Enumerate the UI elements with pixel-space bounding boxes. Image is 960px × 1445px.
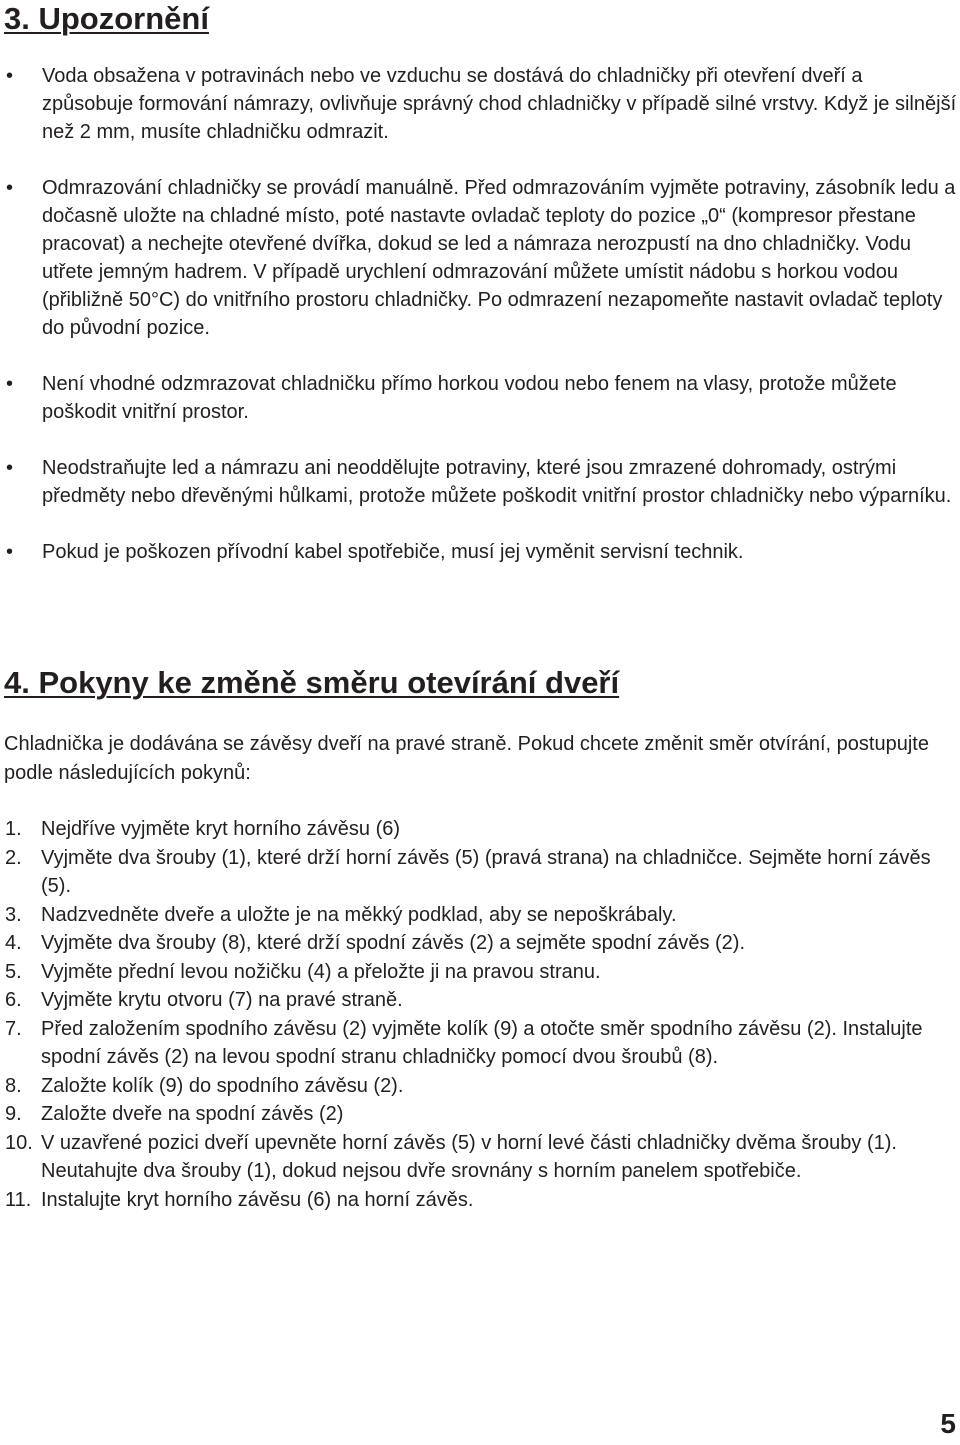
steps-list	[0, 815, 958, 1214]
step-item	[0, 986, 958, 1015]
step-number: 5.	[5, 960, 22, 983]
bullet-icon: •	[6, 457, 14, 479]
step-item	[0, 1072, 958, 1101]
bullet-icon: •	[6, 373, 14, 395]
step-number: 7.	[5, 1017, 22, 1040]
section-4-intro: Chladnička je dodávána se závěsy dveří na pravé straně. Pokud chcete změnit směr otvírání, postupujte podle následujících pokynů:	[4, 733, 929, 784]
bullet-icon: •	[6, 541, 14, 563]
step-text: V uzavřené pozici dveří upevněte horní závěs (5) v horní levé části chladničky dvěma šrouby (1). Neutahujte dva šrouby (1), dokud nejsou dvře srovnány s horním panelem spotřebiče.	[41, 1131, 897, 1182]
step-number: 8.	[5, 1074, 22, 1097]
step-text: Vyjměte přední levou nožičku (4) a přeložte ji na pravou stranu.	[41, 960, 601, 983]
step-text: Vyjměte dva šrouby (8), které drží spodní závěs (2) a sejměte spodní závěs (2).	[41, 932, 746, 954]
step-item	[0, 1129, 958, 1186]
step-number: 6.	[5, 989, 22, 1011]
section-4-heading: 4. Pokyny ke změně směru otevírání dveří	[4, 665, 620, 700]
step-number: 2.	[5, 846, 22, 869]
list-item	[0, 370, 960, 426]
step-number: 1.	[5, 818, 22, 840]
step-item	[0, 1100, 958, 1129]
list-item-text: Pokud je poškozen přívodní kabel spotřebiče, musí jej vyměnit servisní technik.	[42, 541, 744, 563]
section-3-heading: 3. Upozornění	[4, 1, 209, 36]
step-number: 10.	[5, 1131, 33, 1154]
step-text: Založte dveře na spodní závěs (2)	[41, 1103, 344, 1125]
bullet-icon: •	[6, 177, 14, 199]
warnings-list	[0, 62, 960, 594]
step-number: 3.	[5, 903, 22, 926]
step-text: Nadzvedněte dveře a uložte je na měkký podklad, aby se nepoškrábaly.	[41, 903, 677, 926]
step-item	[0, 958, 958, 987]
step-text: Nejdříve vyjměte kryt horního závěsu (6)	[41, 818, 401, 840]
step-item	[0, 1015, 958, 1072]
step-number: 11.	[5, 1188, 32, 1211]
step-number: 9.	[5, 1103, 22, 1125]
list-item-text: Není vhodné odzmrazovat chladničku přímo horkou vodou nebo fenem na vlasy, protože můžete poškodit vnitřní prostor.	[42, 373, 897, 423]
page-number: 5	[940, 1408, 956, 1439]
step-number: 4.	[5, 932, 22, 954]
list-item-text: Neodstraňujte led a námrazu ani neoddělujte potraviny, které jsou zmrazené dohromady, ostrými předměty nebo dřevěnými hůlkami, protože můžete poškodit vnitřní prostor chladničky nebo výparníku.	[42, 457, 952, 507]
step-item	[0, 815, 958, 844]
list-item	[0, 538, 960, 566]
list-item	[0, 454, 960, 510]
step-text: Založte kolík (9) do spodního závěsu (2).	[41, 1074, 404, 1097]
list-item	[0, 62, 960, 146]
list-item	[0, 174, 960, 342]
step-text: Vyjměte dva šrouby (1), které drží horní závěs (5) (pravá strana) na chladničce. Sejměte horní závěs (5).	[41, 846, 931, 897]
step-text: Před založením spodního závěsu (2) vyjměte kolík (9) a otočte směr spodního závěsu (2). Instalujte spodní závěs (2) na levou spodní stranu chladničky pomocí dvou šroubů (8).	[41, 1017, 923, 1068]
step-item	[0, 929, 958, 958]
step-text: Vyjměte krytu otvoru (7) na pravé straně.	[41, 989, 403, 1011]
step-item	[0, 901, 958, 930]
list-item-text: Voda obsažena v potravinách nebo ve vzduchu se dostává do chladničky při otevření dveří a způsobuje formování námrazy, ovlivňuje správný chod chladničky v případě silné vrstvy. Když je silnější než 2 mm, musíte chladničku odmrazit.	[42, 65, 957, 143]
step-text: Instalujte kryt horního závěsu (6) na horní závěs.	[41, 1188, 474, 1211]
step-item	[0, 1186, 958, 1215]
bullet-icon: •	[6, 65, 14, 87]
list-item-text: Odmrazování chladničky se provádí manuálně. Před odmrazováním vyjměte potraviny, zásobník ledu a dočasně uložte na chladné místo, poté nastavte ovladač teploty do pozice „0“ (kompresor přestane pracovat) a nechejte otevřené dvířka, dokud se led a námraza nerozpustí na dno chladničky. Vodu utřete jemným hadrem. V případě urychlení odmrazování můžete umístit nádobu s horkou vodou (přibližně 50°C) do vnitřního prostoru chladničky. Po odmrazení nezapomeňte nastavit ovladač teploty do původní pozice.	[42, 177, 956, 339]
step-item	[0, 844, 958, 901]
